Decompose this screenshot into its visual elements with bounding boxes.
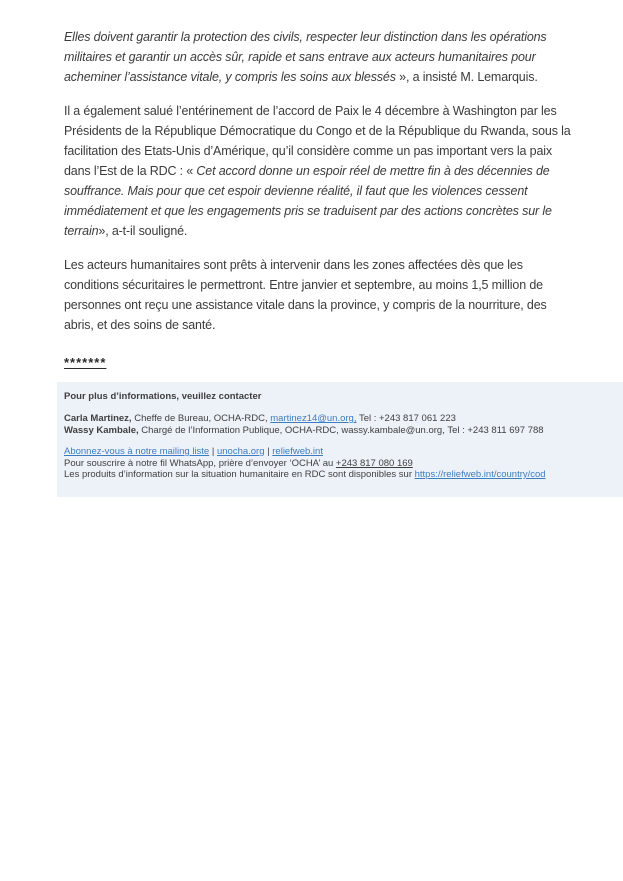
text-run: Carla Martinez, (64, 413, 132, 424)
whatsapp-line (64, 458, 609, 470)
text-run: Pour souscrire à notre fil WhatsApp, prière d’envoyer ‘OCHA’ au (64, 457, 336, 469)
martinez-email-link[interactable]: martinez14@un.org, (270, 413, 357, 424)
text-run: », a insisté M. Lemarquis. (399, 70, 538, 84)
unocha-link[interactable]: unocha.org (216, 446, 265, 457)
text-run: Les produits d’information sur la situation humanitaire en RDC sont disponibles sur (64, 469, 415, 480)
subscribe-links-line (64, 446, 609, 458)
section-separator: ******* (64, 355, 107, 370)
paragraph-quote-protection-civils (64, 27, 579, 87)
reliefweb-link[interactable]: reliefweb.int (272, 446, 323, 457)
mailing-list-link[interactable]: Abonnez-vous à notre mailing liste (64, 446, 210, 457)
press-release-body (0, 0, 623, 335)
paragraph-acteurs-humanitaires (64, 255, 579, 335)
text-run: | (209, 446, 217, 457)
text-run: Tel : +243 817 061 223 (356, 413, 456, 424)
text-run: Wassy Kambale, (64, 424, 139, 436)
contact-line-carla-martinez (64, 413, 609, 425)
text-run: | (264, 446, 273, 457)
contact-heading: Pour plus d’informations, veuillez contacter (64, 391, 262, 402)
text-run: Les acteurs humanitaires sont prêts à intervenir dans les zones affectées dès que les conditions sécuritaires le permettront. Entre janvier et septembre, au moins 1,5 million de personnes ont reçu une assistance vitale dans la province, y compris de la nourriture, des abris, et des soins de santé. (64, 258, 547, 332)
contact-line-wassy-kambale (64, 425, 609, 437)
text-run: Il a également salué l’entérinement de l’accord de Paix le 4 décembre à Washington par les Présidents de la République Démocratique du Congo et de la République du Rwanda, sous la facilitation des Etats-Unis d’Amérique, qu’il considère comme un pas important vers la paix dans l’Est de la RDC : « (64, 104, 571, 178)
reliefweb-products-line (64, 469, 609, 481)
whatsapp-number-link[interactable]: +243 817 080 169 (335, 457, 413, 469)
text-run: », a-t-il souligné. (98, 224, 188, 238)
paragraph-accord-de-paix (64, 101, 579, 241)
text-run: Cet accord donne un espoir réel de mettre fin à des décennies de souffrance. Mais pour que cet espoir devienne réalité, il faut que les violences cessent immédiatement et que les engagements pris se traduisent par des actions concrètes sur le terrain (64, 164, 552, 238)
text-run: Cheffe de Bureau, OCHA-RDC, (131, 413, 271, 424)
contact-footer (57, 382, 623, 497)
text-run: Elles doivent garantir la protection des civils, respecter leur distinction dans les opérations militaires et garantir un accès sûr, rapide et sans entrave aux acteurs humanitaires pour acheminer l’assistance vitale, y compris les soins aux blessés (64, 30, 547, 84)
text-run: Chargé de l’Information Publique, OCHA-RDC, wassy.kambale@un.org, Tel : +243 811 697 788 (138, 424, 544, 436)
reliefweb-country-link[interactable]: https://reliefweb.int/country/cod (414, 469, 546, 480)
